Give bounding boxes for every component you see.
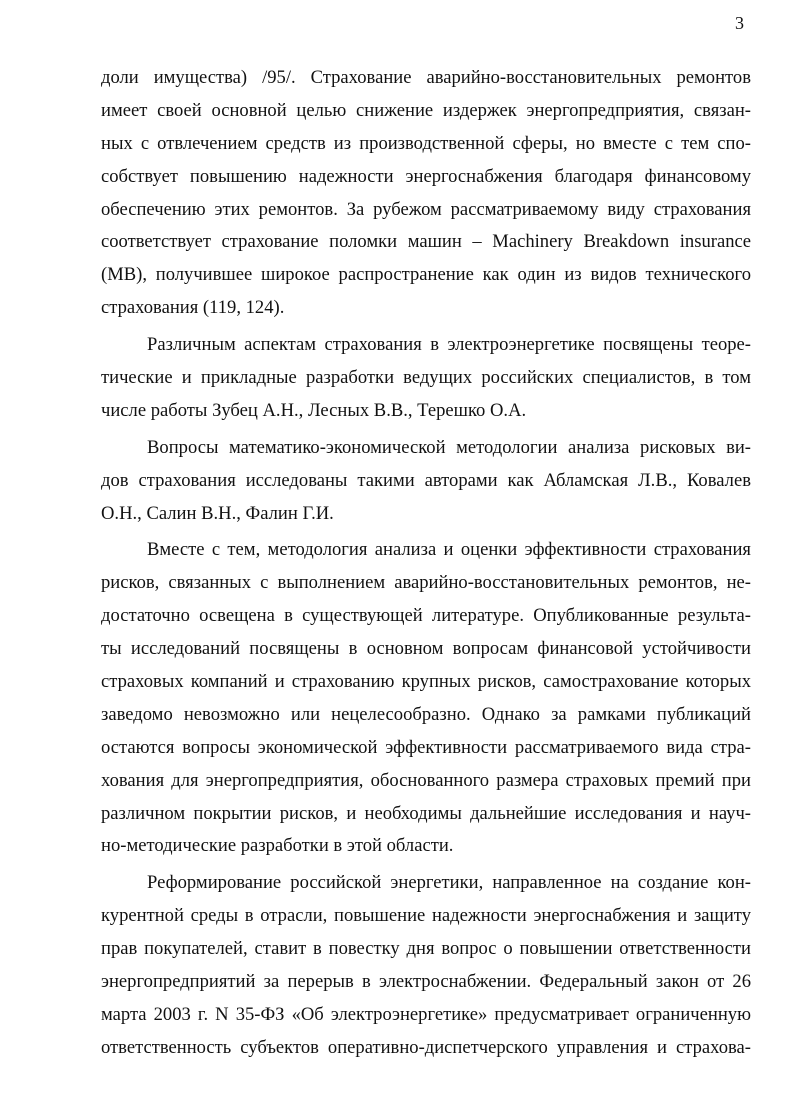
text-line: ных с отвлечением средств из производственной сферы, но вместе с тем спо-	[101, 132, 751, 154]
text-line: прав покупателей, ставит в повестку дня вопрос о повышении ответственности	[101, 938, 751, 960]
text-line: соответствует страхование поломки машин – Machinery Breakdown insurance	[101, 231, 751, 253]
text-line: Вопросы математико-экономической методологии анализа рисковых ви-	[147, 436, 751, 458]
text-line: ты исследований посвящены в основном вопросам финансовой устойчивости	[101, 638, 751, 660]
text-line: (MB), получившее широкое распространение как один из видов технического	[101, 264, 751, 286]
text-line: достаточно освещена в существующей литературе. Опубликованные результа-	[101, 605, 751, 627]
text-line: тические и прикладные разработки ведущих российских специалистов, в том	[101, 367, 751, 389]
text-line: курентной среды в отрасли, повышение надежности энергоснабжения и защиту	[101, 905, 751, 927]
text-line: рисков, связанных с выполнением аварийно-восстановительных ремонтов, не-	[101, 572, 751, 594]
text-line: различном покрытии рисков, и необходимы дальнейшие исследования и науч-	[101, 802, 751, 824]
text-line: числе работы Зубец А.Н., Лесных В.В., Терешко О.А.	[101, 399, 527, 421]
text-line: О.Н., Салин В.Н., Фалин Г.И.	[101, 502, 334, 524]
text-line: остаются вопросы экономической эффективности рассматриваемого вида стра-	[101, 736, 751, 758]
text-line: ответственность субъектов оперативно-диспетчерского управления и страхова-	[101, 1036, 751, 1058]
text-line: доли имущества) /95/. Страхование аварийно-восстановительных ремонтов	[101, 67, 751, 88]
paragraph-3	[101, 432, 751, 531]
text-line: страхования (119, 124).	[101, 297, 285, 319]
text-line: дов страхования исследованы такими авторами как Абламская Л.В., Ковалев	[101, 469, 751, 491]
paragraph-1	[101, 62, 751, 325]
text-line: Реформирование российской энергетики, направленное на создание кон-	[147, 872, 751, 894]
page-number: 3	[735, 13, 744, 33]
text-line: собствует повышению надежности энергоснабжения благодаря финансовому	[101, 165, 751, 187]
text-line: энергопредприятий за перерыв в электроснабжении. Федеральный закон от 26	[101, 971, 751, 993]
text-line: хования для энергопредприятия, обоснованного размера страховых премий при	[101, 769, 751, 791]
paragraph-5	[101, 867, 751, 1064]
text-line: имеет своей основной целью снижение издержек энергопредприятия, связан-	[101, 99, 751, 121]
text-line: Различным аспектам страхования в электроэнергетике посвящены теоре-	[147, 334, 751, 356]
paragraph-2	[101, 329, 751, 428]
text-line: но-методические разработки в этой области.	[101, 835, 454, 857]
paragraph-4	[101, 534, 751, 863]
text-line: обеспечению этих ремонтов. За рубежом рассматриваемому виду страхования	[101, 198, 751, 220]
text-line: Вместе с тем, методология анализа и оценки эффективности страхования	[147, 539, 751, 561]
text-line: страховых компаний и страхованию крупных рисков, самострахование которых	[101, 671, 751, 693]
text-line: марта 2003 г. N 35-ФЗ «Об электроэнергетике» предусматривает ограниченную	[101, 1003, 751, 1025]
text-line: заведомо невозможно или нецелесообразно. Однако за рамками публикаций	[101, 703, 751, 725]
body-text	[101, 62, 751, 1065]
